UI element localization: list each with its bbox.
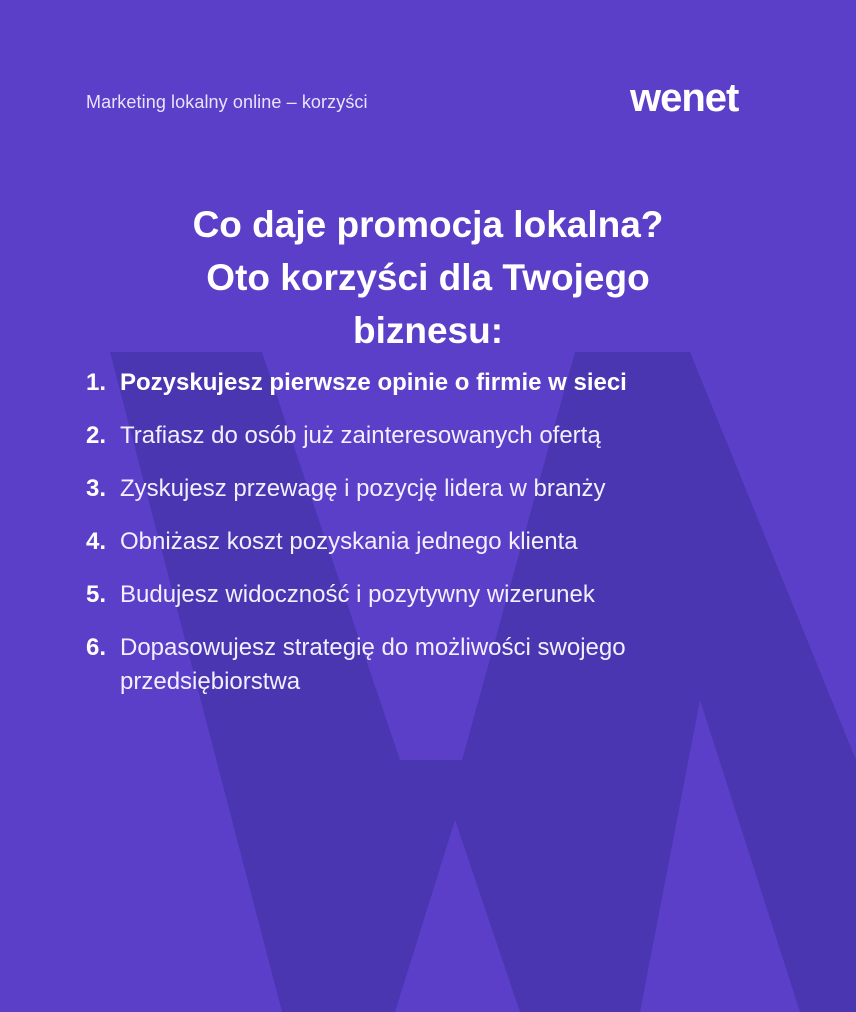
benefit-number: 6. <box>86 634 107 661</box>
benefit-text: Trafiasz do osób już zainteresowanych ofertą <box>120 422 601 449</box>
benefit-number: 2. <box>86 422 107 449</box>
benefit-text: Zyskujesz przewagę i pozycję lidera w branży <box>120 475 606 502</box>
headline-line-3: biznesu: <box>352 310 504 351</box>
benefit-number: 5. <box>86 581 107 608</box>
benefit-number: 3. <box>86 475 107 502</box>
benefit-item <box>86 525 786 559</box>
benefit-item <box>86 419 786 453</box>
benefit-item <box>86 631 786 699</box>
headline <box>60 198 796 357</box>
benefit-item <box>86 472 786 506</box>
headline-line-1: Co daje promocja lokalna? <box>192 204 664 245</box>
benefit-text: Budujesz widoczność i pozytywny wizerunek <box>120 581 595 608</box>
benefit-number: 4. <box>86 528 107 555</box>
benefit-item <box>86 366 786 400</box>
wenet-logo: wenet <box>630 76 739 120</box>
benefit-number: 1. <box>86 369 107 396</box>
page-subtitle: Marketing lokalny online – korzyści <box>86 92 368 112</box>
benefit-text: Dopasowujesz strategię do możliwości swojego przedsiębiorstwa <box>120 634 626 695</box>
benefits-list <box>86 366 786 718</box>
headline-line-2: Oto korzyści dla Twojego <box>206 257 650 298</box>
benefit-text: Pozyskujesz pierwsze opinie o firmie w sieci <box>120 369 627 396</box>
benefit-item <box>86 578 786 612</box>
benefit-text: Obniżasz koszt pozyskania jednego klienta <box>120 528 578 555</box>
